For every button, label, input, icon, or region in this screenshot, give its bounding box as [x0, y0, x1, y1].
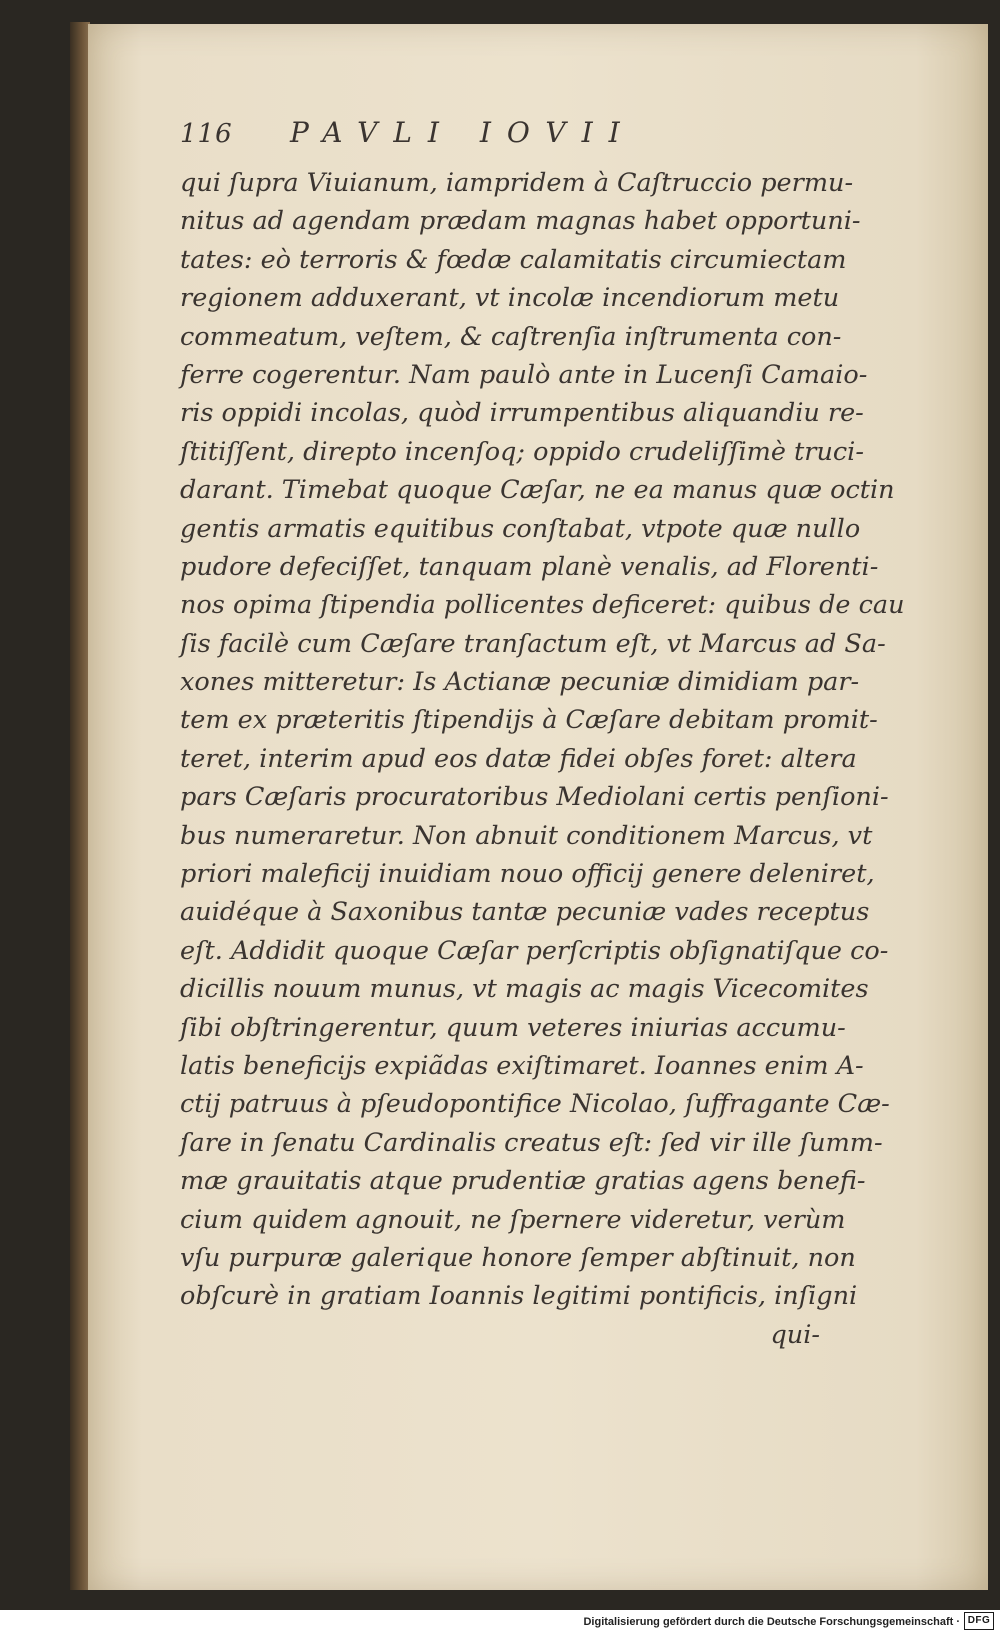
text-line: teret, interim apud eos datæ fidei obſes foret: altera [180, 743, 857, 774]
text-line: pudore defeciſſet, tanquam planè venalis, ad Florenti- [180, 551, 879, 582]
text-line: obſcurè in gratiam Ioannis legitimi pontificis, inſigni [180, 1281, 858, 1312]
text-lines [180, 164, 905, 1354]
text-line: dicillis nouum munus, vt magis ac magis Vicecomites [180, 974, 869, 1005]
text-line: nitus ad agendam prædam magnas habet opportuni- [180, 206, 861, 237]
text-line: xones mitteretur: Is Actianæ pecuniæ dimidiam par- [180, 667, 860, 698]
text-line: commeatum, veſtem, & caſtrenſia inſtrumenta con- [180, 321, 842, 352]
text-line: tem ex præteritis ſtipendijs à Cæſare debitam promit- [180, 705, 878, 736]
text-line: bus numeraretur. Non abnuit conditionem Marcus, vt [180, 820, 873, 851]
page-text-block [180, 116, 905, 1354]
funding-credit: Digitalisierung gefördert durch die Deutsche Forschungsgemeinschaft · [583, 1616, 960, 1628]
text-line: ris oppidi incolas, quòd irrumpentibus aliquandiu re- [180, 398, 864, 429]
text-line: mæ grauitatis atque prudentiæ gratias agens benefi- [180, 1166, 866, 1197]
text-line: cium quidem agnouit, ne ſpernere videretur, verùm [180, 1204, 846, 1235]
text-line: priori maleficij inuidiam nouo officij genere deleniret, [180, 859, 875, 890]
running-title: PAVLI IOVII [290, 116, 636, 149]
text-line: regionem adduxerant, vt incolæ incendiorum metu [180, 283, 840, 314]
text-line: darant. Timebat quoque Cæſar, ne ea manus quæ octin [180, 475, 895, 506]
text-line: eſt. Addidit quoque Cæſar perſcriptis obſignatiſque co- [180, 935, 889, 966]
text-line: nos opima ſtipendia pollicentes deficeret: quibus de cau [180, 590, 905, 621]
text-line: tates: eò terroris & fœdæ calamitatis circumiectam [180, 244, 847, 275]
book-binding-edge [70, 22, 90, 1590]
text-line: ctij patruus à pſeudopontifice Nicolao, ſuffragante Cæ- [180, 1089, 890, 1120]
text-line: ſis facilè cum Cæſare tranſactum eſt, vt Marcus ad Sa- [180, 628, 886, 659]
text-line: ſibi obſtringerentur, quum veteres iniurias accumu- [180, 1012, 846, 1043]
text-line: vſu purpuræ galerique honore ſemper abſtinuit, non [180, 1242, 856, 1273]
text-line: ſare in ſenatu Cardinalis creatus eſt: ſed vir ille ſumm- [180, 1127, 883, 1158]
dfg-logo-icon: DFG [964, 1612, 994, 1630]
text-line: ſtitiſſent, direpto incenſoq; oppido crudeliſſimè truci- [180, 436, 864, 467]
text-line: ferre cogerentur. Nam paulò ante in Lucenſi Camaio- [180, 359, 868, 390]
text-line: auidéque à Saxonibus tantæ pecuniæ vades receptus [180, 897, 870, 928]
text-line: latis beneficijs expiãdas exiſtimaret. Ioannes enim A- [180, 1050, 864, 1081]
text-line: qui ſupra Viuianum, iampridem à Caſtruccio permu- [180, 168, 854, 198]
page-number: 116 [180, 119, 233, 149]
text-line: pars Cæſaris procuratoribus Mediolani certis penſioni- [180, 782, 889, 813]
catchword: qui- [770, 1319, 820, 1350]
text-line: gentis armatis equitibus conſtabat, vtpote quæ nullo [180, 513, 861, 544]
running-head [180, 116, 820, 160]
